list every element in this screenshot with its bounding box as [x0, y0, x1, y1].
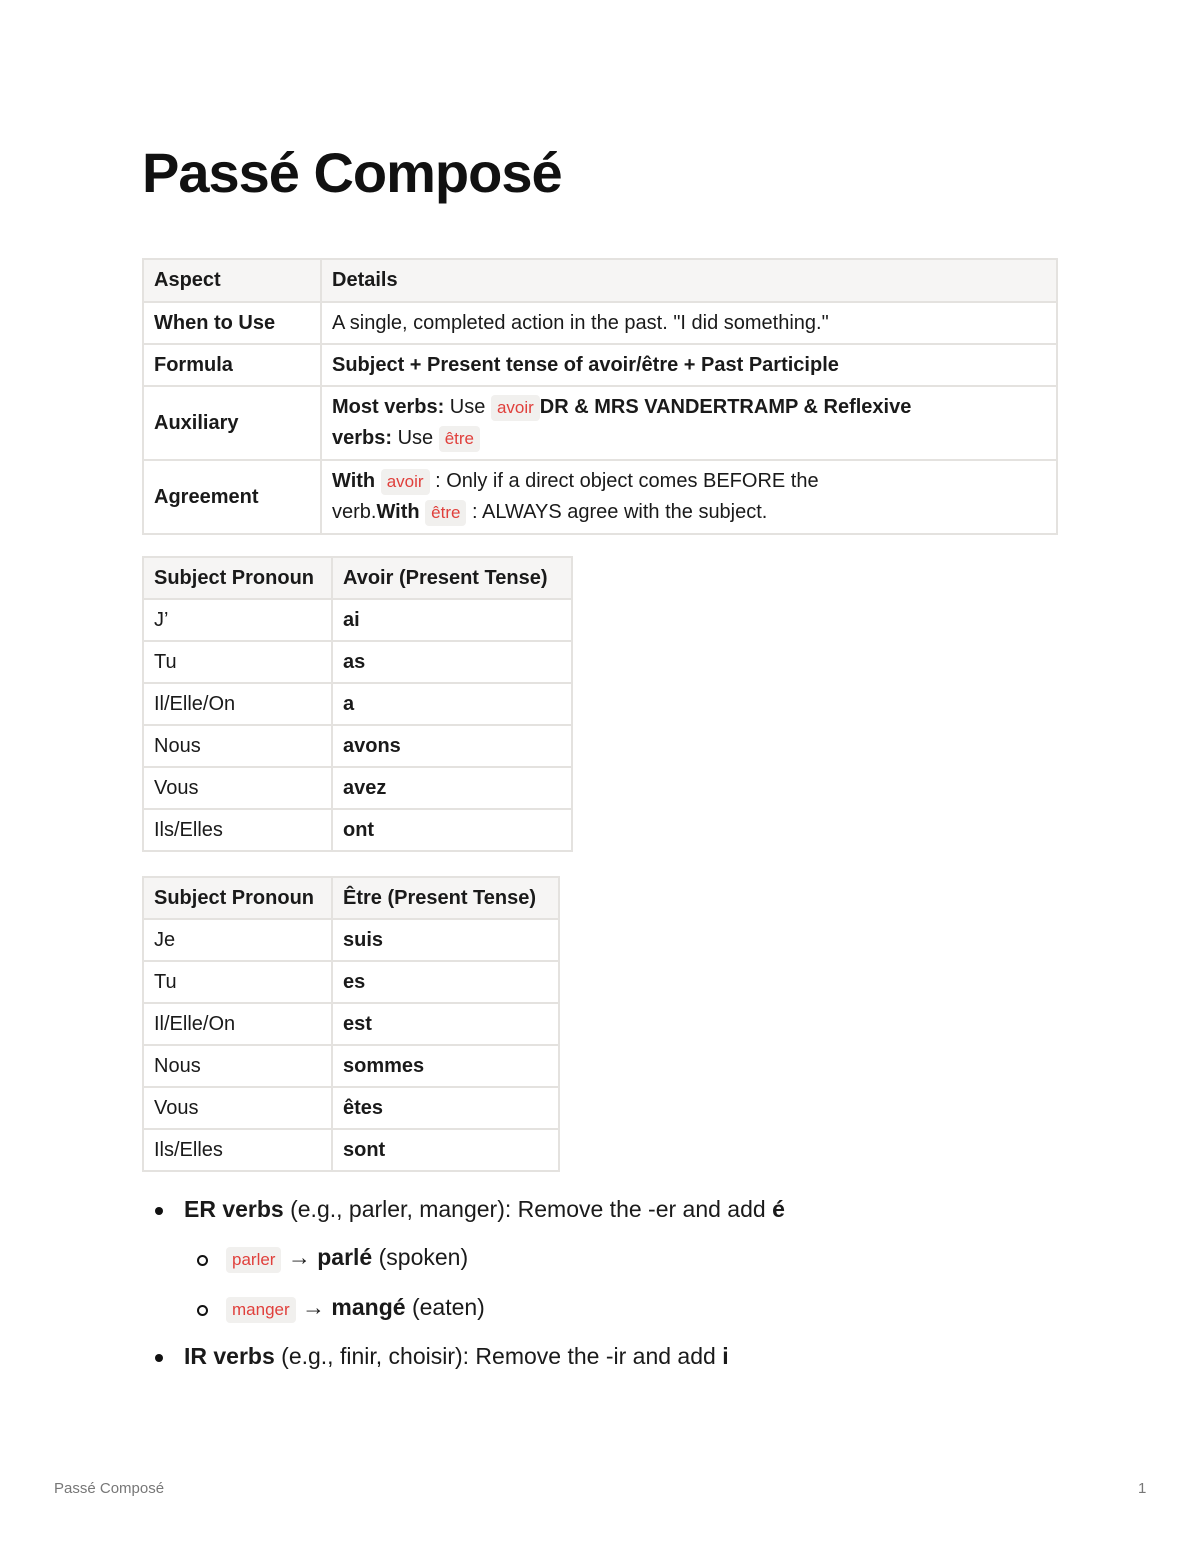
conjugation-cell: avons: [332, 725, 572, 767]
inline-code: manger: [226, 1297, 296, 1323]
verbs-label: verbs:: [332, 427, 393, 449]
participle: mangé: [331, 1294, 406, 1320]
conjugation-cell: ai: [332, 599, 572, 641]
header-avoir: Avoir (Present Tense): [332, 557, 572, 599]
header-subject-pronoun: Subject Pronoun: [143, 557, 332, 599]
pronoun-cell: J’: [143, 599, 332, 641]
table-row: [143, 1045, 559, 1087]
row-label: Agreement: [143, 460, 321, 534]
er-verbs-text: (e.g., parler, manger): Remove the -er and add: [283, 1196, 773, 1222]
list-item-example: [226, 1244, 468, 1273]
page-title: Passé Composé: [142, 141, 562, 204]
er-ending: é: [772, 1196, 785, 1222]
table-row: [143, 1087, 559, 1129]
ir-verbs-label: IR verbs: [184, 1343, 275, 1369]
pronoun-cell: Ils/Elles: [143, 809, 332, 851]
footer-title: Passé Composé: [54, 1480, 165, 1497]
use-text: Use: [392, 427, 439, 449]
er-verbs-label: ER verbs: [184, 1196, 284, 1222]
with-label: With: [376, 501, 420, 523]
conjugation-cell: sont: [332, 1129, 559, 1171]
table-row: [143, 1129, 559, 1171]
pronoun-cell: Ils/Elles: [143, 1129, 332, 1171]
row-detail: A single, completed action in the past. "I did something.": [321, 302, 1057, 344]
overview-table: [142, 258, 1058, 535]
row-detail: [321, 386, 1057, 460]
bullet-ring-icon: [197, 1255, 208, 1266]
participle: parlé: [317, 1244, 373, 1270]
inline-code: parler: [226, 1247, 281, 1273]
header-aspect: Aspect: [143, 259, 321, 302]
conjugation-cell: sommes: [332, 1045, 559, 1087]
verb-text: verb.: [332, 501, 377, 523]
table-row: [143, 809, 572, 851]
agreement-text: : Only if a direct object comes BEFORE the: [435, 470, 819, 492]
conjugation-cell: es: [332, 961, 559, 1003]
bullet-dot-icon: [155, 1207, 163, 1215]
row-label: Auxiliary: [143, 386, 321, 460]
use-text: Use: [444, 396, 491, 418]
pronoun-cell: Nous: [143, 725, 332, 767]
table-row: [143, 1003, 559, 1045]
table-row: [143, 599, 572, 641]
header-etre: Être (Present Tense): [332, 877, 559, 919]
pronoun-cell: Il/Elle/On: [143, 1003, 332, 1045]
list-item-ir-verbs: [184, 1343, 729, 1370]
list-item-er-verbs: [184, 1196, 785, 1223]
row-label: Formula: [143, 344, 321, 386]
conjugation-cell: avez: [332, 767, 572, 809]
conjugation-cell: êtes: [332, 1087, 559, 1129]
ir-ending: i: [722, 1343, 729, 1369]
pronoun-cell: Il/Elle/On: [143, 683, 332, 725]
list-item-example: [226, 1294, 485, 1323]
header-details: Details: [321, 259, 1057, 302]
conjugation-cell: as: [332, 641, 572, 683]
inline-code: être: [425, 500, 466, 526]
conjugation-cell: ont: [332, 809, 572, 851]
ir-verbs-text: (e.g., finir, choisir): Remove the -ir and add: [274, 1343, 723, 1369]
row-detail: [321, 460, 1057, 534]
arrow-text: →: [281, 1244, 318, 1270]
with-label: With: [332, 470, 376, 492]
arrow-text: →: [295, 1294, 332, 1320]
table-header-row: [143, 877, 559, 919]
translation: (eaten): [405, 1294, 485, 1320]
table-row: [143, 386, 1057, 460]
inline-code: être: [439, 426, 480, 452]
inline-code: avoir: [491, 395, 540, 421]
conjugation-cell: a: [332, 683, 572, 725]
pronoun-cell: Je: [143, 919, 332, 961]
pronoun-cell: Nous: [143, 1045, 332, 1087]
dr-mrs-text: DR & MRS VANDERTRAMP & Reflexive: [539, 396, 912, 418]
agreement-text: : ALWAYS agree with the subject.: [472, 501, 768, 523]
table-row: [143, 961, 559, 1003]
etre-conjugation-table: [142, 876, 560, 1172]
table-row: [143, 919, 559, 961]
table-row: [143, 683, 572, 725]
row-detail: Subject + Present tense of avoir/être + Past Participle: [321, 344, 1057, 386]
table-header-row: [143, 259, 1057, 302]
translation: (spoken): [372, 1244, 469, 1270]
pronoun-cell: Vous: [143, 767, 332, 809]
header-subject-pronoun: Subject Pronoun: [143, 877, 332, 919]
most-verbs-label: Most verbs:: [332, 396, 445, 418]
table-row: [143, 302, 1057, 344]
table-row: [143, 460, 1057, 534]
avoir-conjugation-table: [142, 556, 573, 852]
page-number: 1: [1138, 1480, 1147, 1497]
table-row: [143, 725, 572, 767]
table-row: [143, 344, 1057, 386]
table-row: [143, 641, 572, 683]
row-label: When to Use: [143, 302, 321, 344]
bullet-ring-icon: [197, 1305, 208, 1316]
conjugation-cell: suis: [332, 919, 559, 961]
pronoun-cell: Tu: [143, 961, 332, 1003]
table-row: [143, 767, 572, 809]
bullet-dot-icon: [155, 1354, 163, 1362]
table-header-row: [143, 557, 572, 599]
inline-code: avoir: [381, 469, 430, 495]
pronoun-cell: Tu: [143, 641, 332, 683]
conjugation-cell: est: [332, 1003, 559, 1045]
pronoun-cell: Vous: [143, 1087, 332, 1129]
